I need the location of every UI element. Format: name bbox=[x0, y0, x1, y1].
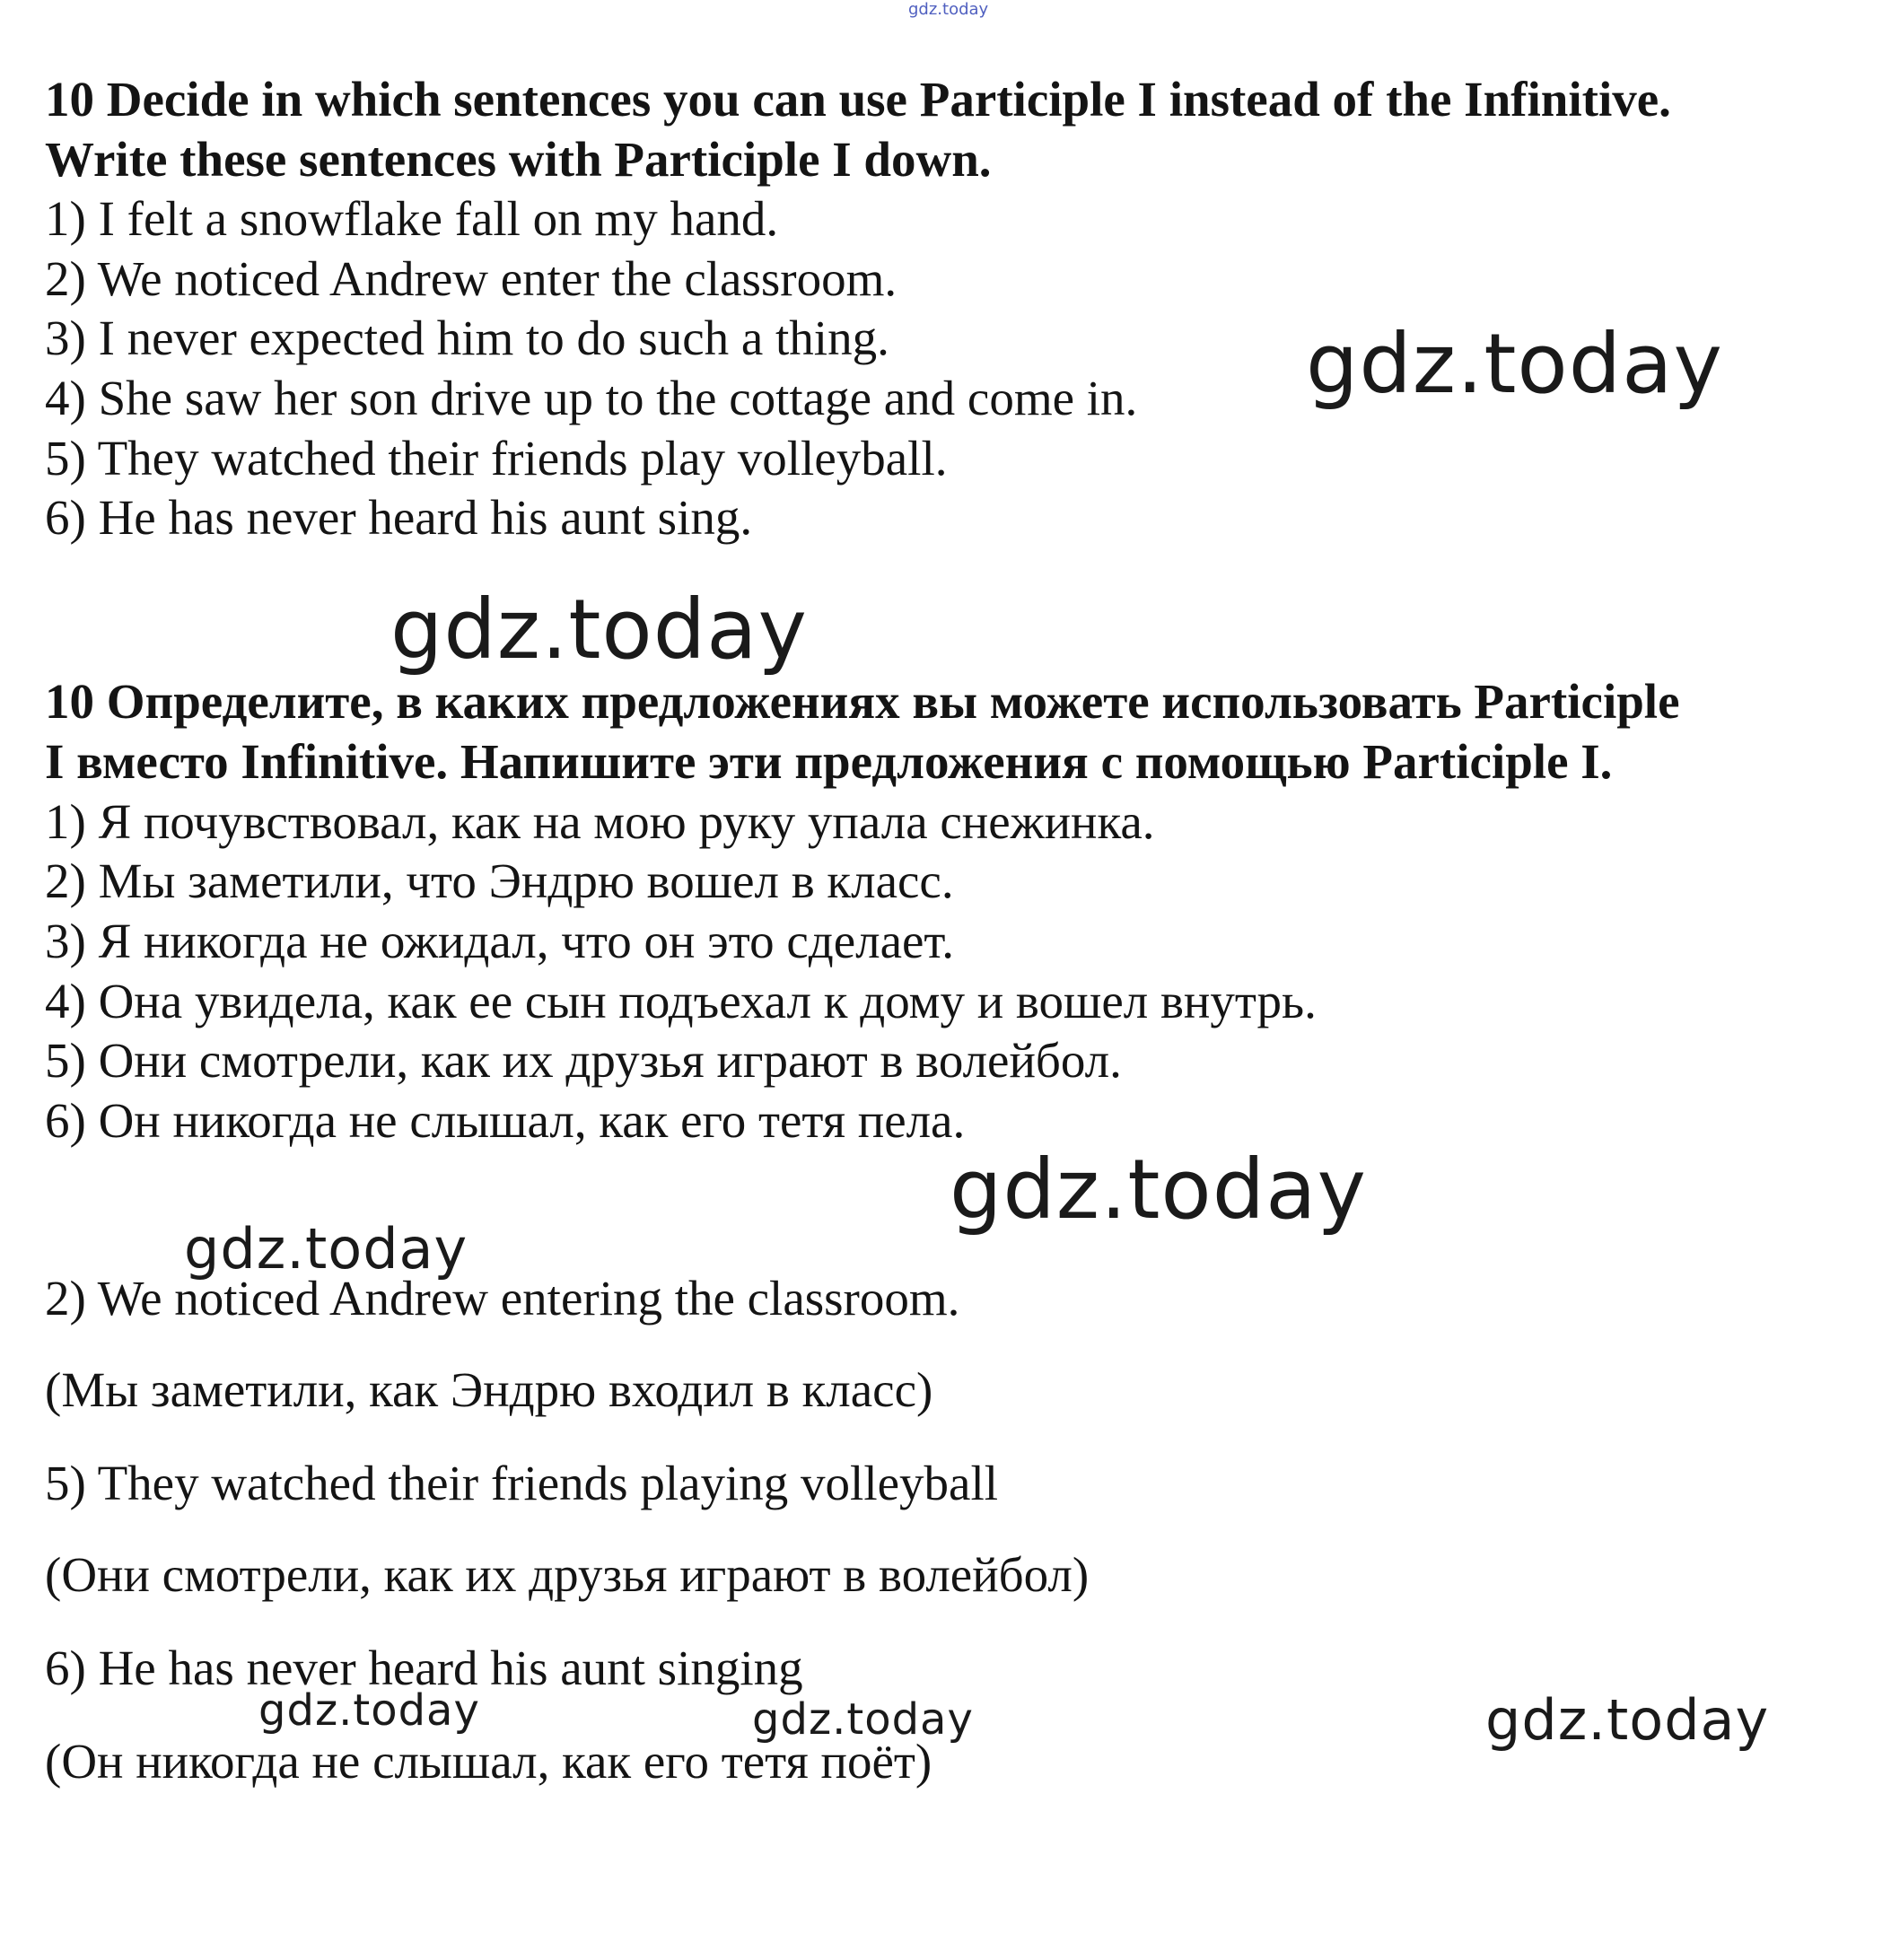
russian-item-1: 1) Я почувствовал, как на мою руку упала снежинка. bbox=[45, 794, 1155, 849]
english-item-5: 5) They watched their friends play volleyball. bbox=[45, 431, 948, 486]
watermark-3: gdz.today bbox=[950, 1142, 1367, 1238]
english-item-1: 1) I felt a snowflake fall on my hand. bbox=[45, 191, 779, 246]
watermark-1: gdz.today bbox=[1306, 316, 1723, 412]
russian-item-5: 5) Они смотрели, как их друзья играют в волейбол. bbox=[45, 1033, 1122, 1088]
answer-5-english: 5) They watched their friends playing volleyball bbox=[45, 1456, 998, 1510]
english-heading-line-2: Write these sentences with Participle I down. bbox=[45, 132, 992, 187]
english-item-6: 6) He has never heard his aunt sing. bbox=[45, 490, 753, 545]
watermark-5: gdz.today bbox=[258, 1685, 480, 1736]
english-item-3: 3) I never expected him to do such a thing. bbox=[45, 311, 889, 365]
russian-item-6: 6) Он никогда не слышал, как его тетя пела. bbox=[45, 1093, 966, 1148]
russian-item-4: 4) Она увидела, как ее сын подъехал к дому и вошел внутрь. bbox=[45, 974, 1317, 1028]
answer-2-english: 2) We noticed Andrew entering the classroom. bbox=[45, 1271, 960, 1326]
watermark-4: gdz.today bbox=[184, 1216, 468, 1282]
russian-heading-line-1: 10 Определите, в каких предложениях вы можете использовать Participle bbox=[45, 674, 1680, 729]
answer-5-russian: (Они смотрели, как их друзья играют в волейбол) bbox=[45, 1547, 1090, 1602]
russian-heading-line-2: I вместо Infinitive. Напишите эти предложения с помощью Participle I. bbox=[45, 734, 1613, 789]
answer-6-russian: (Он никогда не слышал, как его тетя поёт) bbox=[45, 1734, 932, 1789]
answer-2-russian: (Мы заметили, как Эндрю входил в класс) bbox=[45, 1362, 933, 1417]
watermark-top: gdz.today bbox=[908, 0, 989, 19]
answer-6-english: 6) He has never heard his aunt singing bbox=[45, 1641, 803, 1695]
watermark-7: gdz.today bbox=[1485, 1687, 1770, 1753]
watermark-2: gdz.today bbox=[390, 582, 808, 678]
watermark-6: gdz.today bbox=[752, 1694, 974, 1745]
english-item-2: 2) We noticed Andrew enter the classroom. bbox=[45, 251, 897, 306]
russian-item-3: 3) Я никогда не ожидал, что он это сделает. bbox=[45, 914, 955, 968]
english-item-4: 4) She saw her son drive up to the cottage and come in. bbox=[45, 371, 1138, 425]
russian-item-2: 2) Мы заметили, что Эндрю вошел в класс. bbox=[45, 853, 954, 908]
english-heading-line-1: 10 Decide in which sentences you can use Participle I instead of the Infinitive. bbox=[45, 72, 1671, 127]
